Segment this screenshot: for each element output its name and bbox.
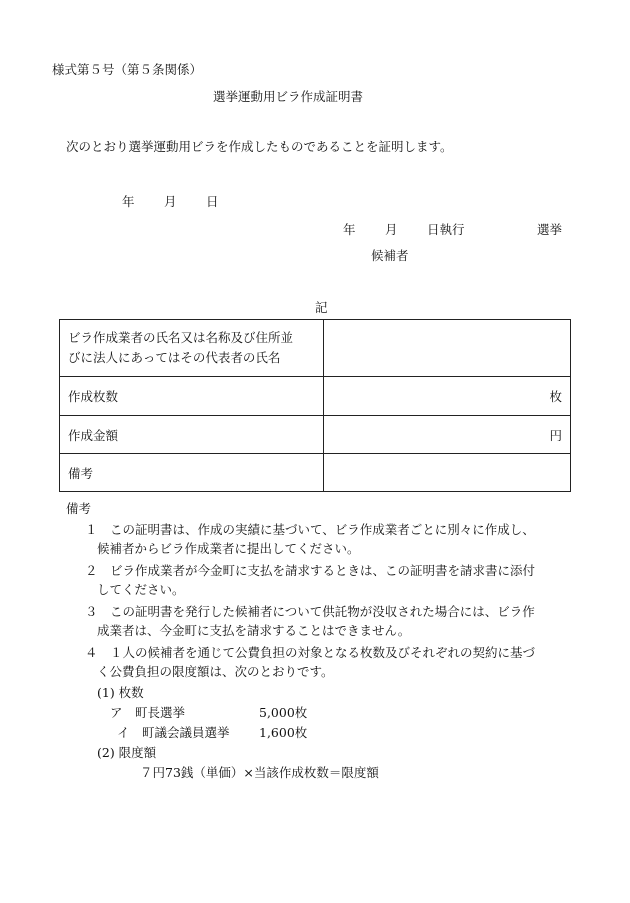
note-4-line2: く公費負担の限度額は、次のとおりです。 bbox=[97, 664, 334, 679]
form-number: 様式第５号（第５条関係） bbox=[52, 62, 203, 77]
election-month-label: 月 bbox=[385, 222, 398, 237]
table-row-amount bbox=[60, 416, 571, 454]
amount-label: 作成金額 bbox=[60, 416, 324, 454]
note-1-line2: 候補者からビラ作成業者に提出してください。 bbox=[97, 541, 360, 556]
note-2-number: ２ bbox=[85, 563, 98, 578]
intro-text: 次のとおり選挙運動用ビラを作成したものであることを証明します。 bbox=[66, 139, 453, 154]
note-3-line1: この証明書を発行した候補者について供託物が没収された場合には、ビラ作 bbox=[110, 604, 535, 619]
ki-heading: 記 bbox=[315, 300, 328, 315]
candidate-label: 候補者 bbox=[371, 248, 409, 263]
election-label: 選挙 bbox=[537, 222, 563, 237]
mayor-election-label: ア 町長選挙 bbox=[110, 705, 186, 720]
note-1-number: １ bbox=[85, 522, 98, 537]
date-month-label: 月 bbox=[164, 194, 177, 209]
table-row-remarks bbox=[60, 454, 571, 492]
limit-formula: ７円73銭（単価）×当該作成枚数＝限度額 bbox=[140, 765, 379, 780]
remarks-label: 備考 bbox=[60, 454, 324, 492]
table-row-count bbox=[60, 377, 571, 416]
notes-heading: 備考 bbox=[66, 501, 92, 516]
vendor-label-cell bbox=[60, 320, 324, 377]
amount-unit: 円 bbox=[324, 416, 571, 454]
table-row-vendor bbox=[60, 320, 571, 377]
note-3-line2: 成業者は、今金町に支払を請求することはできません。 bbox=[97, 623, 411, 638]
vendor-value-cell bbox=[324, 320, 571, 377]
election-day-exec-label: 日執行 bbox=[427, 222, 465, 237]
note-2-line2: してください。 bbox=[97, 582, 185, 597]
date-year-label: 年 bbox=[122, 194, 135, 209]
date-day-label: 日 bbox=[206, 194, 219, 209]
count-label: 作成枚数 bbox=[60, 377, 324, 416]
note-4-number: ４ bbox=[85, 645, 98, 660]
vendor-label-line1: ビラ作成業者の氏名又は名称及び住所並 bbox=[68, 330, 294, 345]
note-3-number: ３ bbox=[85, 604, 98, 619]
vendor-label-line2: びに法人にあってはその代表者の氏名 bbox=[68, 350, 281, 365]
council-election-value: 1,600枚 bbox=[259, 725, 308, 740]
council-election-label: イ 町議会議員選挙 bbox=[117, 725, 230, 740]
note-1-line1: この証明書は、作成の実績に基づいて、ビラ作成業者ごとに別々に作成し、 bbox=[110, 522, 535, 537]
note-4-sub2: (2) 限度額 bbox=[97, 745, 157, 760]
remarks-value-cell bbox=[324, 454, 571, 492]
note-4-line1: １人の候補者を通じて公費負担の対象となる枚数及びそれぞれの契約に基づ bbox=[110, 645, 536, 660]
note-2-line1: ビラ作成業者が今金町に支払を請求するときは、この証明書を請求書に添付 bbox=[110, 563, 536, 578]
document-title: 選挙運動用ビラ作成証明書 bbox=[213, 89, 364, 104]
count-unit: 枚 bbox=[324, 377, 571, 416]
election-year-label: 年 bbox=[343, 222, 356, 237]
mayor-election-value: 5,000枚 bbox=[259, 705, 308, 720]
note-4-sub1: (1) 枚数 bbox=[97, 685, 144, 700]
certificate-table bbox=[59, 319, 571, 492]
